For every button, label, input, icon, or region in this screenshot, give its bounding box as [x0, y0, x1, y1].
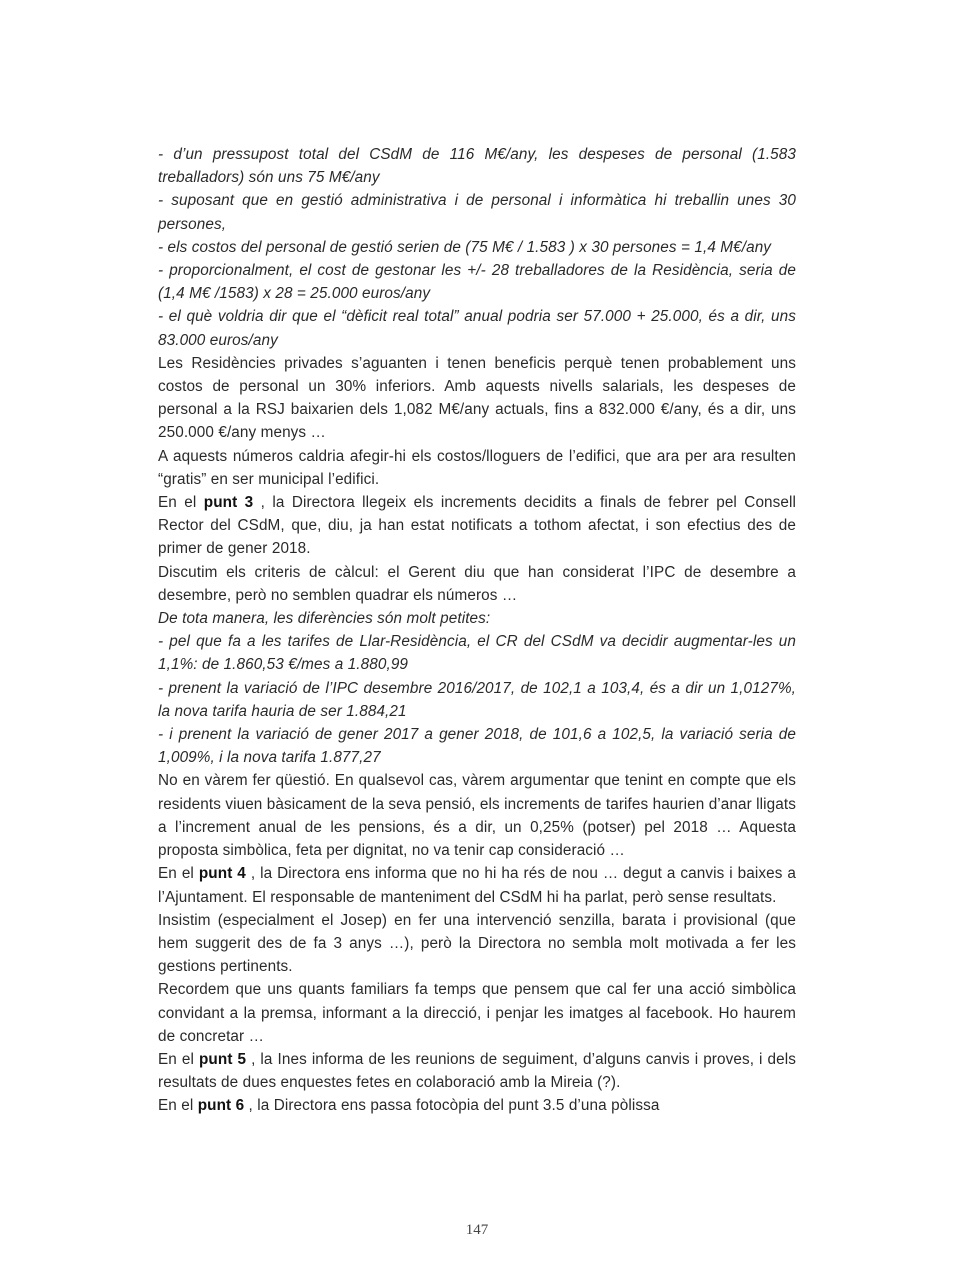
- paragraph-rest: , la Ines informa de les reunions de seguiment, d’alguns canvis i proves, i dels resultats de dues enquestes fetes en colaboració amb la Mireia (?).: [158, 1050, 796, 1092]
- paragraph: A aquests números caldria afegir-hi els costos/lloguers de l’edifici, que ara per ara resulten “gratis” en ser municipal l’edifici.: [158, 447, 796, 488]
- paragraph: Les Residències privades s’aguanten i tenen beneficis perquè tenen probablement uns costos de personal un 30% inferiors. Amb aquests nivells salarials, les despeses de personal a la RSJ baixarien dels 1,082 M€/any actuals, fins a 832.000 €/any, és a dir, uns 250.000 €/any menys …: [158, 354, 796, 442]
- paragraph: - i prenent la variació de gener 2017 a gener 2018, de 101,6 a 102,5, la variació seria de 1,009%, i la nova tarifa 1.877,27: [158, 726, 796, 767]
- paragraph-rest: , la Directora ens passa fotocòpia del punt 3.5 d’una pòlissa: [244, 1097, 660, 1115]
- paragraph: [158, 491, 796, 561]
- paragraph-lead: En el: [158, 1097, 198, 1115]
- body-text: [158, 143, 796, 1118]
- paragraph-lead: En el: [158, 494, 204, 512]
- paragraph-lead: En el: [158, 865, 199, 883]
- paragraph: - pel que fa a les tarifes de Llar-Residència, el CR del CSdM va decidir augmentar-les un 1,1%: de 1.860,53 €/mes a 1.880,99: [158, 633, 796, 674]
- paragraph: [158, 1048, 796, 1094]
- paragraph: No en vàrem fer qüestió. En qualsevol cas, vàrem argumentar que tenint en compte que els residents viuen bàsicament de la seva pensió, els increments de tarifes haurien d’anar lligats a l’increment anual de les pensions, és a dir, un 0,25% (potser) pel 2018 … Aquesta proposta simbòlica, feta per dignitat, no va tenir cap consideració …: [158, 772, 796, 860]
- paragraph: - suposant que en gestió administrativa i de personal i informàtica hi treballin unes 30 persones,: [158, 192, 796, 233]
- paragraph-rest: , la Directora ens informa que no hi ha rés de nou … degut a canvis i baixes a l’Ajuntament. El responsable de manteniment del CSdM hi ha parlat, però sense resultats.: [158, 865, 797, 906]
- agenda-point-label: punt 5: [198, 1050, 247, 1068]
- agenda-point-label: punt 3: [203, 494, 254, 512]
- paragraph: - proporcionalment, el cost de gestonar les +/- 28 treballadores de la Residència, seria de (1,4 M€ /1583) x 28 = 25.000 euros/any: [158, 262, 796, 303]
- paragraph: Recordem que uns quants familiars fa temps que pensem que cal fer una acció simbòlica convidant a la premsa, informant a la direcció, i penjar les imatges al facebook. Ho haurem de concretar …: [158, 981, 796, 1045]
- agenda-point-label: punt 6: [197, 1097, 245, 1115]
- paragraph: [158, 1094, 796, 1117]
- paragraph: De tota manera, les diferències són molt petites:: [158, 610, 491, 628]
- paragraph: - el què voldria dir que el “dèficit real total” anual podria ser 57.000 + 25.000, és a dir, uns 83.000 euros/any: [158, 308, 796, 349]
- paragraph: - d’un pressupost total del CSdM de 116 M€/any, les despeses de personal (1.583 treballadors) són uns 75 M€/any: [158, 146, 796, 187]
- paragraph: Insistim (especialment el Josep) en fer una intervenció senzilla, barata i provisional (que hem suggerit des de fa 3 anys …), però la Directora no sembla molt motivada a fer les gestions pertinents.: [158, 911, 796, 976]
- paragraph: - els costos del personal de gestió serien de (75 M€ / 1.583 ) x 30 persones = 1,4 M€/any: [158, 238, 772, 256]
- paragraph: [158, 862, 796, 908]
- paragraph: Discutim els criteris de càlcul: el Gerent diu que han considerat l’IPC de desembre a desembre, però no semblen quadrar els números …: [158, 563, 796, 604]
- paragraph-rest: , la Directora llegeix els increments decidits a finals de febrer pel Consell Rector del CSdM, que, diu, ja han estat notificats a tothom afectat, i son efectius des de primer de gener 2018.: [158, 494, 797, 558]
- paragraph: - prenent la variació de l’IPC desembre 2016/2017, de 102,1 a 103,4, és a dir un 1,0127%, la nova tarifa hauria de ser 1.884,21: [158, 679, 796, 720]
- agenda-point-label: punt 4: [198, 865, 246, 883]
- page-number: 147: [465, 1222, 489, 1238]
- paragraph-lead: En el: [158, 1050, 199, 1068]
